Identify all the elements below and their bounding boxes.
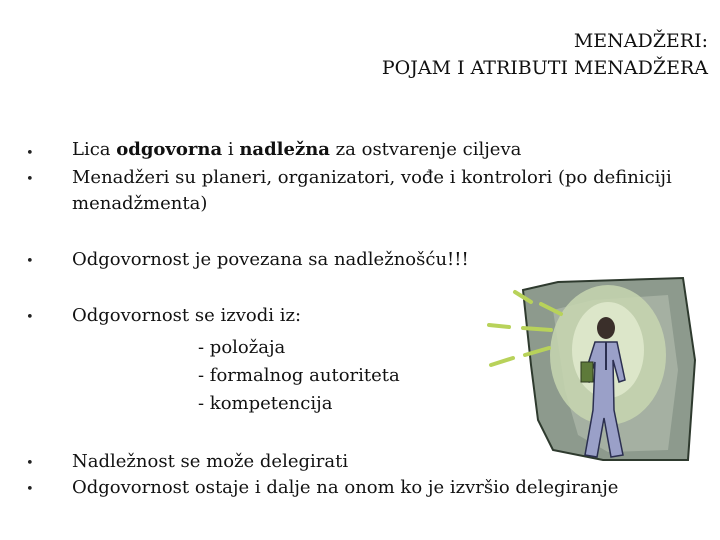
bullet-marker: • [26,482,34,497]
title-line-1: MENADŽERI: [573,30,708,52]
bullet-marker: • [26,456,34,471]
sub-item-formal-authority: - formalnog autoriteta [198,365,400,386]
businessman-spotlight-icon [483,270,698,462]
bullet-text-responsibility-source: Odgovornost se izvodi iz: [72,305,302,326]
bold-term-responsible: odgovorna [116,139,223,160]
bullet-text-managers-definition-cont: menadžmenta) [72,193,208,214]
title-line-2: POJAM I ATRIBUTI MENADŽERA [381,57,708,79]
slide-title [382,28,708,82]
bullet-marker: • [26,254,34,269]
bullet-text-responsible-persons [72,138,521,162]
bullet-marker: • [26,172,34,187]
text-segment: i [222,139,240,160]
bold-term-competent: nadležna [239,139,330,160]
bullet-text-delegation: Nadležnost se može delegirati [72,451,349,472]
bullet-text-responsibility-remains: Odgovornost ostaje i dalje na onom ko je izvršio delegiranje [72,477,619,498]
bullet-text-responsibility-linked: Odgovornost je povezana sa nadležnošću!!! [72,249,469,270]
sub-item-competence: - kompetencija [198,393,333,414]
book-icon [581,362,593,382]
bullet-text-managers-definition: Menadžeri su planeri, organizatori, vođe i kontrolori (po definiciji [72,167,672,188]
sub-item-position: - položaja [198,337,286,358]
text-segment: za ostvarenje ciljeva [329,139,522,160]
text-segment: Lica [72,139,117,160]
bullet-marker: • [26,146,34,161]
bullet-marker: • [26,310,34,325]
